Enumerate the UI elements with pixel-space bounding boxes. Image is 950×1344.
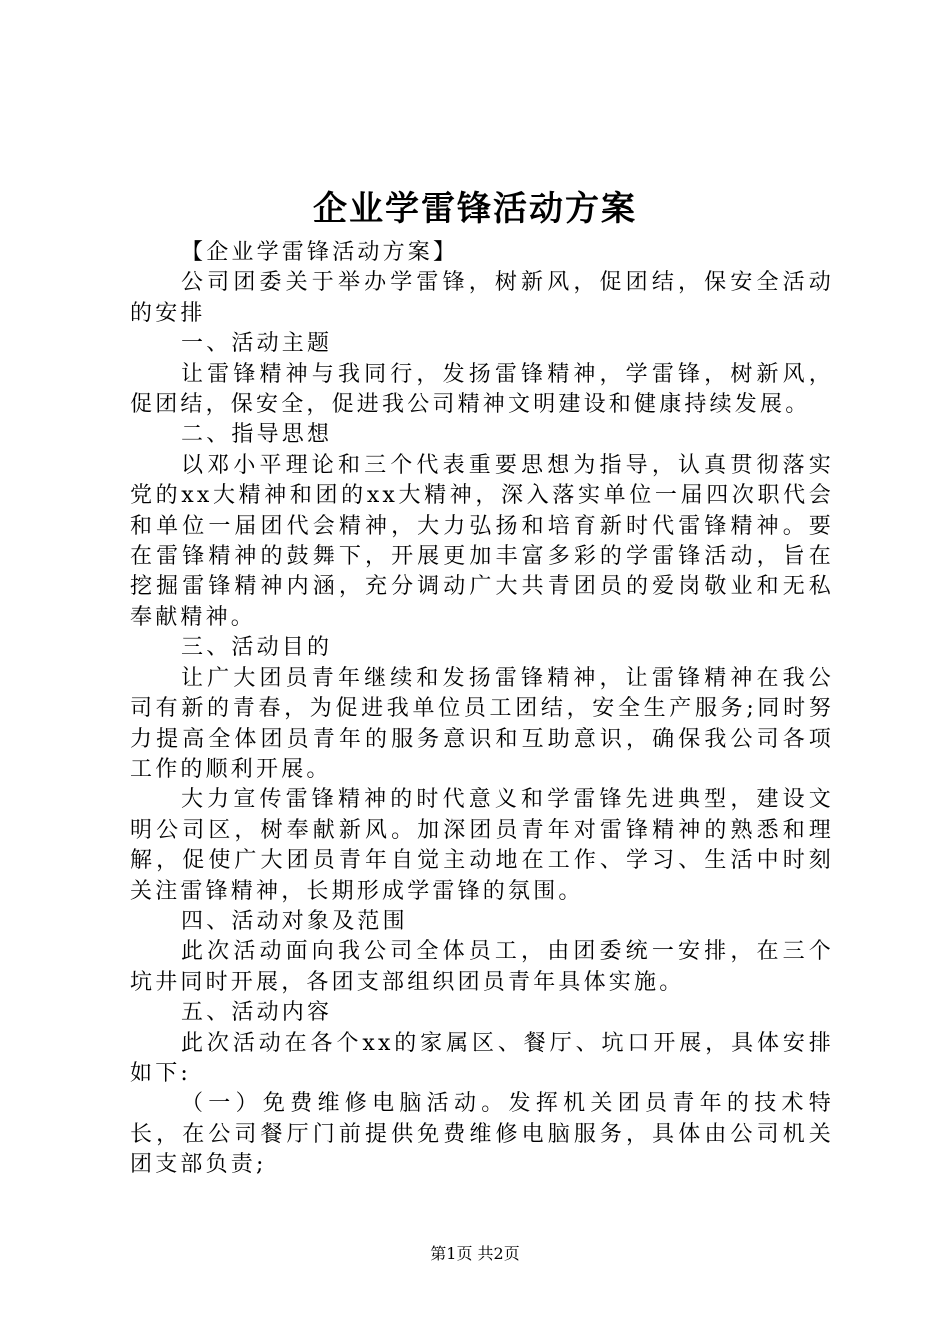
document-body [130, 238, 834, 1181]
paragraph-scope: 此次活动面向我公司全体员工，由团委统一安排，在三个坑井同时开展，各团支部组织团员青年具体实施。 [130, 939, 834, 995]
section-heading-purpose: 三、活动目的 [181, 635, 333, 661]
paragraph-intro: 公司团委关于举办学雷锋，树新风，促团结，保安全活动的安排 [130, 270, 834, 326]
section-heading-scope: 四、活动对象及范围 [181, 908, 408, 934]
section-heading-content: 五、活动内容 [181, 1000, 333, 1026]
paragraph-content: 此次活动在各个xx的家属区、餐厅、坑口开展，具体安排如下: [130, 1030, 834, 1086]
page-footer: 第1页 共2页 [430, 1244, 520, 1263]
paragraph-theme: 让雷锋精神与我同行，发扬雷锋精神，学雷锋，树新风，促团结，保安全，促进我公司精神文明建设和健康持续发展。 [130, 361, 834, 418]
paragraph-content-item-1: （一）免费维修电脑活动。发挥机关团员青年的技术特长，在公司餐厅门前提供免费维修电脑服务，具体由公司机关团支部负责; [130, 1091, 834, 1178]
paragraph-guidance: 以邓小平理论和三个代表重要思想为指导，认真贯彻落实党的xx大精神和团的xx大精神，深入落实单位一届四次职代会和单位一届团代会精神，大力弘扬和培育新时代雷锋精神。要在雷锋精神的鼓舞下，开展更加丰富多彩的学雷锋活动，旨在挖掘雷锋精神内涵，充分调动广大共青团员的爱岗敬业和无私奉献精神。 [130, 452, 834, 630]
document-title: 企业学雷锋活动方案 [313, 189, 637, 229]
paragraph-purpose-1: 让广大团员青年继续和发扬雷锋精神，让雷锋精神在我公司有新的青春，为促进我单位员工团结，安全生产服务;同时努力提高全体团员青年的服务意识和互助意识，确保我公司各项工作的顺利开展。 [130, 665, 834, 782]
paragraph-purpose-2: 大力宣传雷锋精神的时代意义和学雷锋先进典型，建设文明公司区，树奉献新风。加深团员青年对雷锋精神的熟悉和理解，促使广大团员青年自觉主动地在工作、学习、生活中时刻关注雷锋精神，长期形成学雷锋的氛围。 [130, 787, 834, 904]
paragraph-heading-bracket: 【企业学雷锋活动方案】 [181, 240, 459, 265]
section-heading-theme: 一、活动主题 [181, 331, 333, 357]
section-heading-guidance: 二、指导思想 [181, 422, 333, 448]
